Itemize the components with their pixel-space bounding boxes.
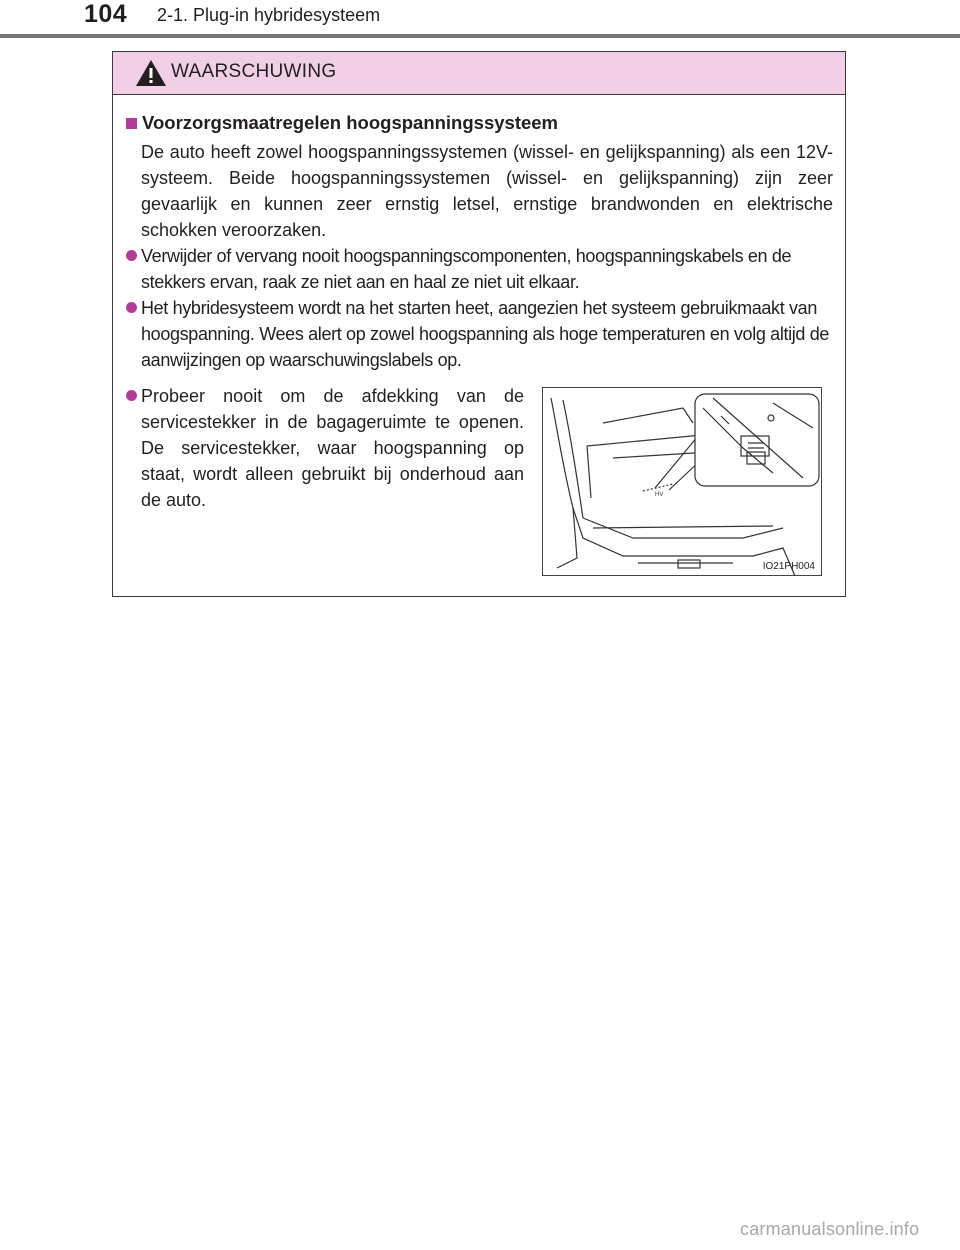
intro-paragraph: De auto heeft zowel hoogspanningssystemen (wissel- en gelijkspanning) als een 12V-systeem. Beide hoogspanningssystemen (wissel- en gelijkspanning) zijn zeer gevaarlijk en kunnen zeer ernstig letsel, ernstige brandwonden en elektrische schokken veroorzaken. — [141, 142, 833, 240]
bullet-item — [126, 243, 841, 295]
square-bullet-icon — [126, 118, 137, 129]
warning-box — [112, 51, 846, 597]
warning-title: WAARSCHUWING — [171, 61, 337, 82]
svg-text:HV: HV — [655, 492, 664, 498]
warning-header — [113, 52, 845, 95]
bullet-text: Het hybridesysteem wordt na het starten heet, aangezien het systeem gebruikmaakt van hoogspanning. Wees alert op zowel hoogspanning als hoge temperaturen en volg altijd de aanwijzingen op waarschuwingslabels op. — [141, 298, 830, 370]
service-plug-illustration — [542, 387, 822, 576]
round-bullet-icon — [126, 390, 137, 401]
header-rule — [0, 34, 960, 38]
bullet-text: Verwijder of vervang nooit hoogspanningscomponenten, hoogspanningskabels en de stekkers ervan, raak ze niet aan en haal ze niet uit elkaar. — [141, 246, 792, 292]
warning-triangle-icon — [134, 58, 168, 88]
watermark: carmanualsonline.info — [740, 1219, 920, 1239]
bullet-item — [126, 295, 841, 373]
section-title: 2-1. Plug-in hybridesysteem — [157, 5, 381, 25]
bullet-text: Probeer nooit om de afdekking van de servicestekker in de bagageruimte te openen. De servicestekker, waar hoogspanning op staat, wordt alleen gebruikt bij onderhoud aan de auto. — [141, 386, 524, 510]
subheading — [126, 112, 558, 134]
subheading-text: Voorzorgsmaatregelen hoogspanningssysteem — [142, 112, 559, 133]
round-bullet-icon — [126, 302, 137, 313]
page-number: 104 — [84, 0, 128, 28]
bullet-item — [126, 383, 524, 513]
figure-code: IO21PH004 — [762, 561, 815, 572]
round-bullet-icon — [126, 250, 137, 261]
